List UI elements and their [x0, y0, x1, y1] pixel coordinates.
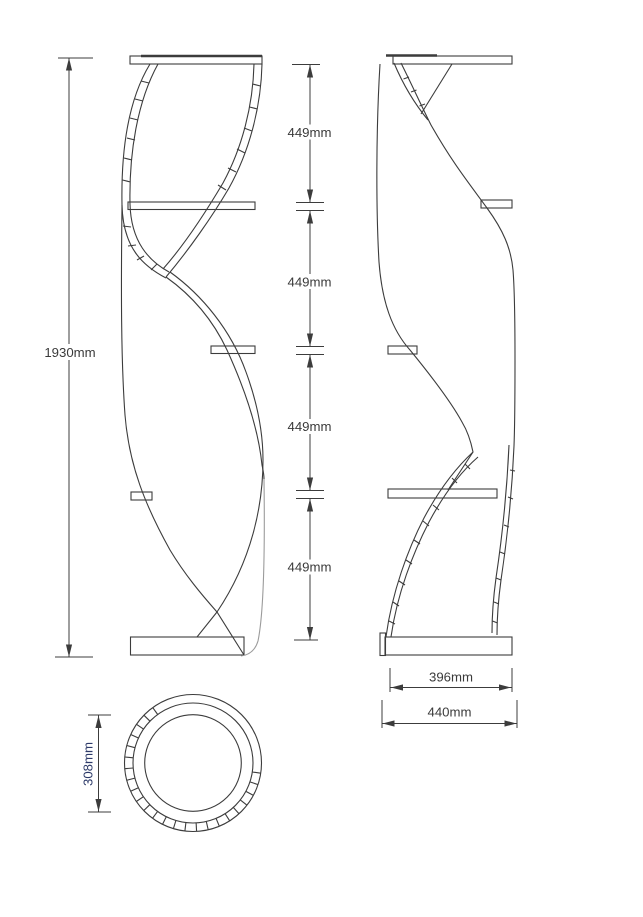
top-view — [125, 695, 262, 832]
dimension-arrowheads — [66, 58, 517, 812]
front-band-segment-ticks — [123, 81, 261, 270]
front-shelf-3 — [211, 346, 255, 354]
label-plan-diameter: 308mm — [80, 742, 96, 786]
dim-shelf-spacing-chain — [292, 65, 324, 641]
label-spacing-3: 449mm — [287, 419, 332, 434]
side-view — [377, 56, 515, 656]
label-base-width: 440mm — [427, 704, 472, 720]
side-top-shelf — [393, 56, 512, 64]
front-helix-strands — [121, 64, 264, 656]
side-shelf-4 — [388, 489, 497, 498]
label-spacing-4: 449mm — [287, 559, 332, 575]
label-spacing-2: 449mm — [287, 274, 332, 290]
front-shelf-4 — [131, 492, 152, 500]
dimension-lines — [55, 58, 517, 812]
front-shelf-2 — [128, 202, 255, 210]
front-base — [131, 637, 245, 655]
front-view — [121, 56, 264, 656]
dimension-labels — [42, 125, 473, 786]
label-spacing-1: 449mm — [287, 125, 332, 140]
label-overall-height: 1930mm — [44, 345, 96, 360]
side-base — [385, 637, 512, 655]
label-shelf-width: 396mm — [429, 669, 473, 685]
plan-shelf-disc — [145, 715, 242, 812]
side-helix-strands — [377, 63, 515, 637]
plan-middle-ring — [133, 703, 253, 823]
